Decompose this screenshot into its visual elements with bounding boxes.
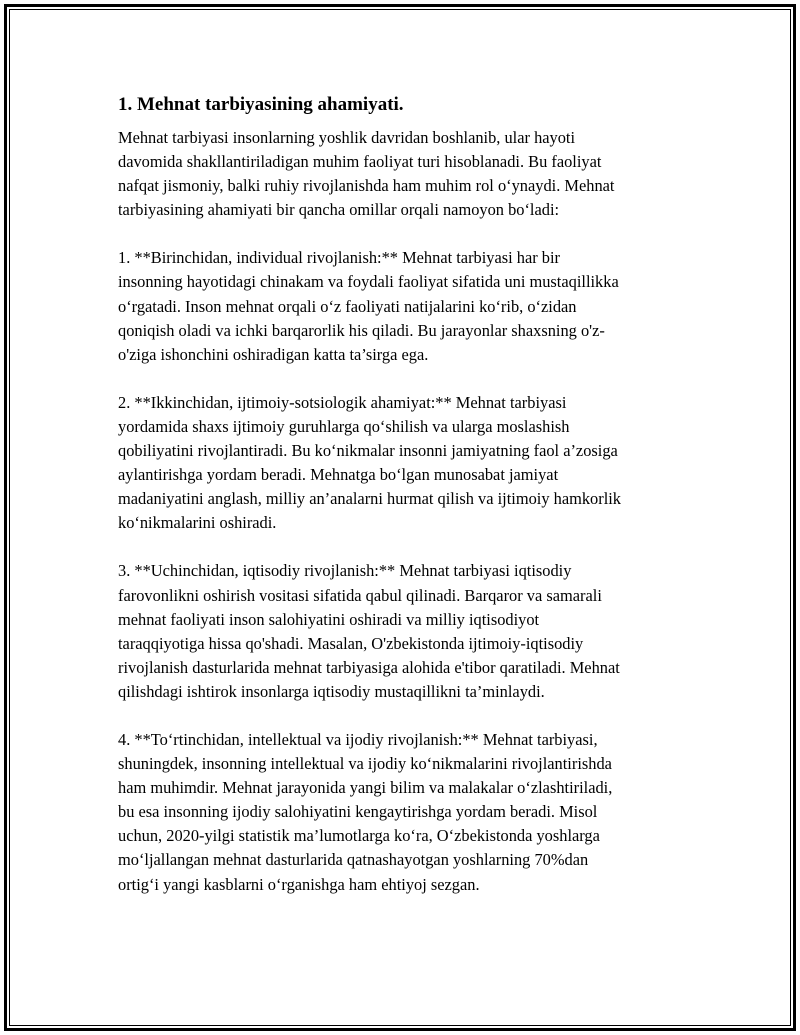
text-line: ham muhimdir. Mehnat jarayonida yangi bilim va malakalar o‘zlashtiriladi,	[118, 778, 613, 798]
paragraph-economic-development	[118, 559, 693, 704]
paragraph-intellectual-development	[118, 728, 693, 897]
text-line: 1. **Birinchidan, individual rivojlanish:** Mehnat tarbiyasi har bir	[118, 248, 561, 268]
text-line: ortig‘i yangi kasblarni o‘rganishga ham ehtiyoj sezgan.	[118, 874, 480, 894]
text-line: o‘rgatadi. Inson mehnat orqali o‘z faoliyati natijalarini ko‘rib, o‘zidan	[118, 296, 577, 316]
text-line: 2. **Ikkinchidan, ijtimoiy-sotsiologik ahamiyat:** Mehnat tarbiyasi	[118, 392, 567, 412]
text-line: uchun, 2020-yilgi statistik ma’lumotlarga ko‘ra, O‘zbekistonda yoshlarga	[118, 826, 600, 846]
paragraph-social-significance	[118, 391, 693, 536]
text-line: davomida shakllantiriladigan muhim faoliyat turi hisoblanadi. Bu faoliyat	[118, 152, 602, 172]
text-line: mehnat faoliyati inson salohiyatini oshiradi va milliy iqtisodiyot	[118, 609, 540, 629]
text-line: shuningdek, insonning intellektual va ijodiy ko‘nikmalarini rivojlantirishda	[118, 754, 612, 774]
text-line: farovonlikni oshirish vositasi sifatida qabul qilinadi. Barqaror va samarali	[118, 585, 602, 605]
text-line: mo‘ljallangan mehnat dasturlarida qatnashayotgan yoshlarning 70%dan	[118, 850, 589, 870]
text-line: ko‘nikmalarini oshiradi.	[118, 513, 277, 533]
text-line: insonning hayotidagi chinakam va foydali faoliyat sifatida uni mustaqillikka	[118, 272, 619, 292]
paragraph-individual-development	[118, 246, 693, 366]
text-line: qilishdagi ishtirok insonlarga iqtisodiy mustaqillikni ta’minlaydi.	[118, 681, 545, 701]
text-line: yordamida shaxs ijtimoiy guruhlarga qo‘shilish va ularga moslashish	[118, 416, 570, 436]
text-line: madaniyatini anglash, milliy an’analarni hurmat qilish va ijtimoiy hamkorlik	[118, 489, 621, 509]
text-line: taraqqiyotiga hissa qo'shadi. Masalan, O'zbekistonda ijtimoiy-iqtisodiy	[118, 633, 584, 653]
text-line: qoniqish oladi va ichki barqarorlik his qiladi. Bu jarayonlar shaxsning o'z-	[118, 320, 605, 340]
document-heading: 1. Mehnat tarbiyasining ahamiyati.	[118, 94, 404, 115]
text-line: aylantirishga yordam beradi. Mehnatga bo‘lgan munosabat jamiyat	[118, 465, 559, 485]
text-line: qobiliyatini rivojlantiradi. Bu ko‘nikmalar insonni jamiyatning faol a’zosiga	[118, 441, 618, 461]
text-line: o'ziga ishonchini oshiradigan katta ta’sirga ega.	[118, 344, 429, 364]
text-line: bu esa insonning ijodiy salohiyatini kengaytirishga yordam beradi. Misol	[118, 802, 598, 822]
text-line: 4. **To‘rtinchidan, intellektual va ijodiy rivojlanish:** Mehnat tarbiyasi,	[118, 729, 598, 749]
intro-paragraph	[118, 126, 693, 222]
text-line: Mehnat tarbiyasi insonlarning yoshlik davridan boshlanib, ular hayoti	[118, 128, 576, 147]
text-line: 3. **Uchinchidan, iqtisodiy rivojlanish:** Mehnat tarbiyasi iqtisodiy	[118, 561, 572, 581]
text-line: nafqat jismoniy, balki ruhiy rivojlanishda ham muhim rol o‘ynaydi. Mehnat	[118, 176, 615, 196]
document-body	[118, 92, 693, 921]
text-line: rivojlanish dasturlarida mehnat tarbiyasiga alohida e'tibor qaratiladi. Mehnat	[118, 657, 620, 677]
text-line: tarbiyasining ahamiyati bir qancha omillar orqali namoyon bo‘ladi:	[118, 200, 560, 220]
